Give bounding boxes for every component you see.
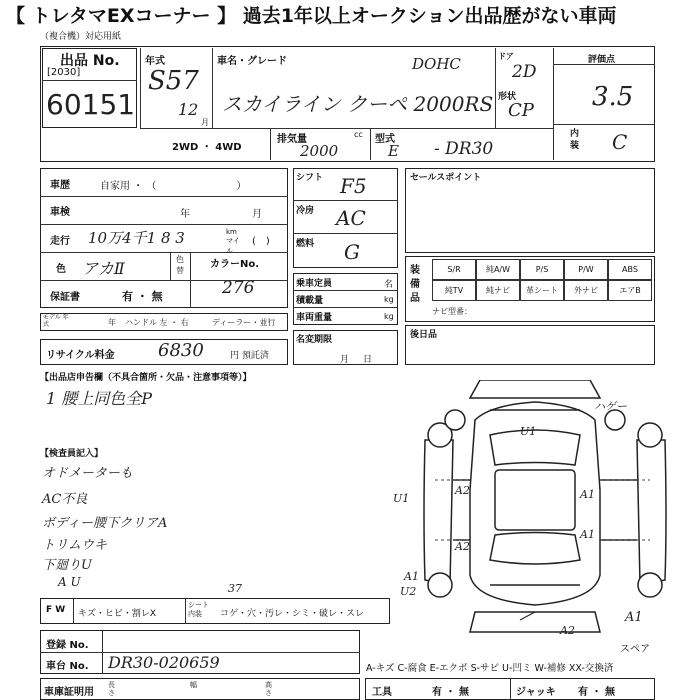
equipment-label: 装備品 xyxy=(410,265,420,304)
registration-expiry-unit: 月日 xyxy=(340,355,387,365)
auction-sheet-banner: 【 トレタマEXコーナー 】 過去1年以上オークション出品歴がない車両 xyxy=(0,0,700,32)
fuel-label: 燃料 xyxy=(296,239,315,249)
model-name: スカイライン クーペ 2000RS xyxy=(222,92,494,116)
inspection-month: 月 xyxy=(252,209,262,220)
inspector-note-3: ボディー腰下クリアA xyxy=(42,516,168,531)
aftermarket-box xyxy=(405,325,655,365)
equipment-item: P/S xyxy=(520,259,564,280)
inspector-note-4: トリムウキ xyxy=(42,538,108,553)
color-value: アカⅡ xyxy=(82,259,125,278)
weight-unit: kg xyxy=(384,312,394,321)
certificate-height: 高さ xyxy=(265,681,272,697)
warranty-value: 有 ・ 無 xyxy=(122,290,163,303)
displacement-value: 2000 xyxy=(300,142,339,160)
jack-label: ジャッキ xyxy=(516,687,556,698)
lot-label: 出品 No. xyxy=(60,53,120,69)
aftermarket-label: 後日品 xyxy=(410,330,438,340)
equipment-item: 純TV xyxy=(432,280,476,301)
mileage-paren: ( ) xyxy=(252,236,270,247)
lot-number: 60151 xyxy=(46,88,136,121)
diagram-mark-11: A1 xyxy=(625,610,643,625)
year-label: 年式 xyxy=(145,56,165,67)
fuel-value: G xyxy=(344,240,360,264)
interior-notes-label: F W xyxy=(46,605,66,615)
weight-label: 車両重量 xyxy=(296,313,333,323)
body-type-label: 形状 xyxy=(498,92,517,102)
jack-value: 有 ・ 無 xyxy=(578,687,615,698)
interior-notes-seat: シート 内装 xyxy=(188,601,209,618)
aircon-label: 冷房 xyxy=(296,206,315,216)
diagram-mark-6: A2 xyxy=(455,540,470,553)
header-note: （複合機）対応用紙 xyxy=(40,32,122,42)
color-repaint: 色替 xyxy=(176,255,184,275)
interior-notes-text: キズ・ヒビ・割レX xyxy=(78,609,156,619)
diagram-mark-4: A1 xyxy=(580,488,595,501)
color-label: 色 xyxy=(56,264,66,275)
diagram-mark-5: A1 xyxy=(580,528,595,541)
inspection-label: 車検 xyxy=(50,207,70,218)
diagram-mark-3: U1 xyxy=(393,492,410,505)
spare-label: スペア xyxy=(620,644,650,655)
sales-points-label: セールスポイント xyxy=(410,173,482,183)
equipment-item: 純A/W xyxy=(476,259,520,280)
mileage-value: 10万4千1 8 3 xyxy=(88,229,185,247)
car-damage-diagram xyxy=(395,380,695,645)
doors-label: ドア xyxy=(498,52,514,61)
inspection-year: 年 xyxy=(180,209,190,220)
chassis-label: 車台 No. xyxy=(46,661,89,672)
equipment-item: エアB xyxy=(608,280,652,301)
damage-legend: A-キズ C-腐食 E-エクボ S-サビ U-凹ミ W-補修 XX-交換済 xyxy=(366,663,614,674)
equipment-item: 外ナビ xyxy=(564,280,608,301)
model-year-handle: ハンドル 左 ・ 右 xyxy=(125,318,189,327)
certificate-label: 車庫証明用 xyxy=(44,687,94,698)
shift-value: F5 xyxy=(340,174,367,198)
displacement-label: 排気量 xyxy=(277,134,307,145)
chassis-value: DR30-020659 xyxy=(108,653,220,672)
mileage-unit: km マイル xyxy=(226,228,240,255)
interior-value: C xyxy=(612,130,628,154)
equipment-item: 革シート xyxy=(520,280,564,301)
recycle-value: 6830 xyxy=(158,340,204,361)
capacity-unit: 名 xyxy=(384,280,394,290)
equipment-item: ABS xyxy=(608,259,652,280)
load-label: 積載量 xyxy=(296,296,324,306)
load-unit: kg xyxy=(384,295,394,304)
year-month-unit: 月 xyxy=(201,118,209,127)
year-era: S57 xyxy=(148,66,199,96)
equipment-item: P/W xyxy=(564,259,608,280)
inspector-label: 【検査員記入】 xyxy=(40,449,104,459)
diagram-mark-1: U1 xyxy=(520,425,537,438)
equipment-navi: ナビ型番： xyxy=(432,307,472,316)
warranty-label: 保証書 xyxy=(50,292,80,303)
model-year-label: モデル 年式 xyxy=(43,314,69,328)
certificate-length: 長さ xyxy=(108,681,115,697)
body-type-value: CP xyxy=(508,100,534,121)
reg-no-label: 登録 No. xyxy=(46,640,89,651)
history-label: 車歴 xyxy=(50,180,70,191)
model-code-value: - DR30 xyxy=(434,139,494,159)
interior-notes-rest: コゲ・穴・汚レ・シミ・破レ・スレ xyxy=(220,609,365,619)
color-no-value: 276 xyxy=(222,278,255,298)
model-year-dealer: ディーラー・並行 xyxy=(212,318,276,327)
year-month: 12 xyxy=(178,100,199,119)
shift-label: シフト xyxy=(296,173,324,183)
diagram-mark-9: A2 xyxy=(560,624,575,637)
doors-value: 2D xyxy=(512,62,537,82)
displacement-unit: cc xyxy=(354,130,363,139)
recycle-label: リサイクル料金 xyxy=(46,350,115,361)
capacity-label: 乗車定員 xyxy=(296,279,333,289)
declaration-text: 1 腰上同色全P xyxy=(46,389,153,408)
inspector-note-6: A U xyxy=(58,575,81,589)
recycle-unit: 円 預託済 xyxy=(230,351,269,361)
tools-label: 工具 xyxy=(372,687,392,698)
color-no-label: カラーNo. xyxy=(210,259,260,270)
equipment-item: 純ナビ xyxy=(476,280,520,301)
certificate-width: 幅 xyxy=(190,681,197,689)
registration-expiry-label: 名変期限 xyxy=(296,335,333,345)
score-value: 3.5 xyxy=(592,82,634,112)
mileage-label: 走行 xyxy=(50,236,70,247)
model-year-year: 年 xyxy=(108,318,116,327)
inspector-note-2: AC不良 xyxy=(42,492,88,507)
diagram-mark-7: U2 xyxy=(400,585,417,598)
declaration-label: 【出品店申告欄（不具合箇所・欠品・注意事項等）】 xyxy=(40,373,252,383)
interior-label: 内装 xyxy=(570,129,580,151)
model-code-label: 型式 xyxy=(375,134,395,145)
inspector-note-5: 下廻りU xyxy=(42,558,92,573)
diagram-mark-2: A2 xyxy=(455,484,470,497)
history-value: 自家用 ・ （ ） xyxy=(100,181,247,192)
diagram-mark-8: A1 xyxy=(404,570,419,583)
diagram-mark-10: ハゲー xyxy=(594,400,627,413)
tools-value: 有 ・ 無 xyxy=(432,687,469,698)
aircon-value: AC xyxy=(336,206,366,230)
lot-code: [2030] xyxy=(47,67,81,78)
inspector-note-1: オドメーターも xyxy=(42,466,133,481)
model-engine: DOHC xyxy=(412,55,461,73)
interior-notes-hw: 37 xyxy=(228,582,242,595)
score-label: 評価点 xyxy=(588,55,616,65)
equipment-item: S/R xyxy=(432,259,476,280)
drive-label: 2WD ・ 4WD xyxy=(172,142,242,153)
model-label: 車名・グレード xyxy=(217,56,287,67)
model-code-prefix: E xyxy=(388,142,399,160)
